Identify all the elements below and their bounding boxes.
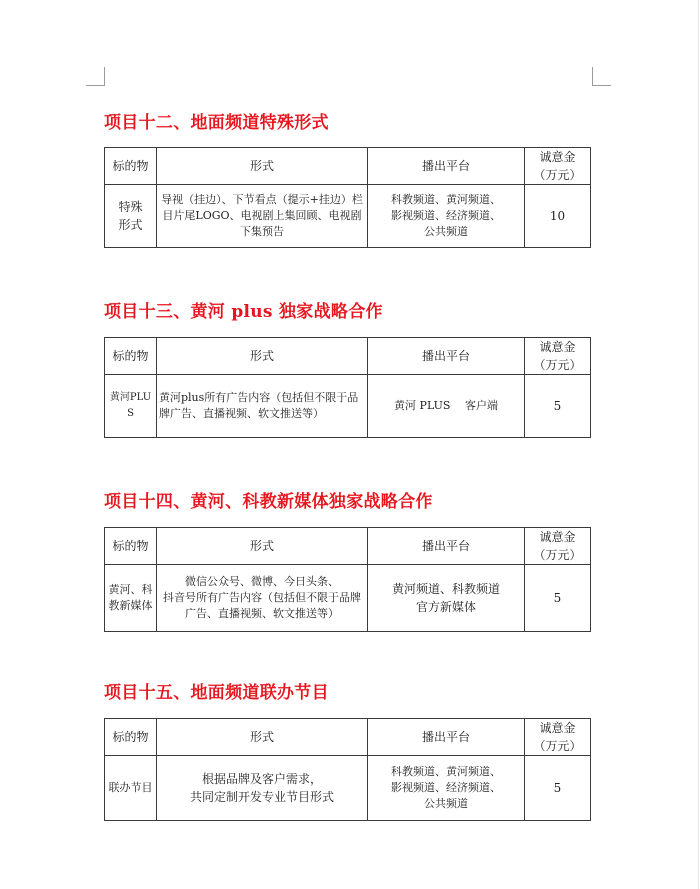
table-header-row — [105, 338, 591, 375]
cell-platform — [368, 185, 525, 248]
cell-subject — [105, 185, 157, 248]
item-table — [104, 718, 591, 821]
deposit-value: 5 — [553, 590, 562, 605]
header-platform: 播出平台 — [368, 148, 525, 185]
page-edge — [698, 0, 699, 889]
section-title: 项目十五、地面频道联办节目 — [104, 683, 329, 703]
platform-text: 科教频道、黄河频道、 影视频道、经济频道、 公共频道 — [391, 193, 501, 238]
platform-text: 黄河频道、科教频道 官方新媒体 — [391, 582, 500, 614]
form-text: 导视（挂边）、下节看点（提示+挂边）栏目片尾LOGO、电视剧上集回顾、电视剧下集预告 — [161, 193, 363, 238]
cell-deposit — [525, 756, 591, 821]
subject-text: 特殊 形式 — [118, 200, 143, 232]
cell-subject — [105, 375, 157, 438]
cell-deposit — [525, 375, 591, 438]
cell-subject — [105, 756, 157, 821]
header-subject: 标的物 — [105, 148, 157, 185]
header-subject: 标的物 — [105, 719, 157, 756]
table-header-row — [105, 148, 591, 185]
table-row — [105, 565, 591, 632]
table-row — [105, 756, 591, 821]
form-text: 黄河plus所有广告内容（包括但不限于品牌广告、直播视频、软文推送等） — [159, 391, 359, 420]
header-deposit — [525, 338, 591, 375]
header-subject: 标的物 — [105, 528, 157, 565]
section-project-14 — [104, 489, 590, 620]
item-table — [104, 337, 591, 438]
platform-text: 科教频道、黄河频道、 影视频道、经济频道、 公共频道 — [391, 765, 501, 810]
section-title: 项目十二、地面频道特殊形式 — [104, 113, 329, 133]
cell-deposit — [525, 185, 591, 248]
section-project-15 — [104, 680, 590, 810]
cell-platform — [368, 565, 525, 632]
form-text: 根据品牌及客户需求， 共同定制开发专业节目形式 — [189, 772, 334, 804]
header-platform: 播出平台 — [368, 719, 525, 756]
cell-form — [157, 185, 368, 248]
header-form: 形式 — [157, 338, 368, 375]
header-deposit — [525, 148, 591, 185]
deposit-value: 5 — [553, 780, 562, 795]
cell-deposit — [525, 565, 591, 632]
header-form: 形式 — [157, 719, 368, 756]
table-header-row — [105, 528, 591, 565]
header-form: 形式 — [157, 148, 368, 185]
section-project-12 — [104, 110, 590, 238]
header-deposit-label: 诚意金 （万元） — [533, 530, 582, 562]
cell-form — [157, 375, 368, 438]
header-subject: 标的物 — [105, 338, 157, 375]
cell-form — [157, 565, 368, 632]
section-title: 项目十三、黄河 plus 独家战略合作 — [104, 302, 383, 322]
header-deposit — [525, 528, 591, 565]
table-row — [105, 185, 591, 248]
deposit-value: 10 — [549, 208, 566, 223]
cell-subject — [105, 565, 157, 632]
crop-mark-top-left — [86, 67, 105, 86]
deposit-value: 5 — [553, 398, 562, 413]
form-text: 微信公众号、微博、今日头条、 抖音号所有广告内容（包括但不限于品牌广告、直播视频、软文推送等） — [163, 575, 361, 620]
subject-text: 黄河PLUS — [109, 392, 152, 419]
item-table — [104, 527, 591, 632]
header-deposit — [525, 719, 591, 756]
subject-text: 黄河、科教新媒体 — [108, 583, 153, 612]
cell-form — [157, 756, 368, 821]
header-form: 形式 — [157, 528, 368, 565]
platform-text: 黄河 PLUS 客户端 — [394, 399, 498, 412]
cell-platform — [368, 375, 525, 438]
section-title: 项目十四、黄河、科教新媒体独家战略合作 — [104, 492, 433, 512]
section-project-13 — [104, 299, 590, 420]
header-platform: 播出平台 — [368, 338, 525, 375]
table-header-row — [105, 719, 591, 756]
header-deposit-label: 诚意金 （万元） — [533, 150, 582, 182]
cell-platform — [368, 756, 525, 821]
item-table — [104, 147, 591, 248]
header-platform: 播出平台 — [368, 528, 525, 565]
crop-mark-top-right — [592, 67, 611, 86]
header-deposit-label: 诚意金 （万元） — [533, 340, 582, 372]
table-row — [105, 375, 591, 438]
subject-text: 联办节目 — [108, 781, 153, 794]
header-deposit-label: 诚意金 （万元） — [533, 721, 582, 753]
